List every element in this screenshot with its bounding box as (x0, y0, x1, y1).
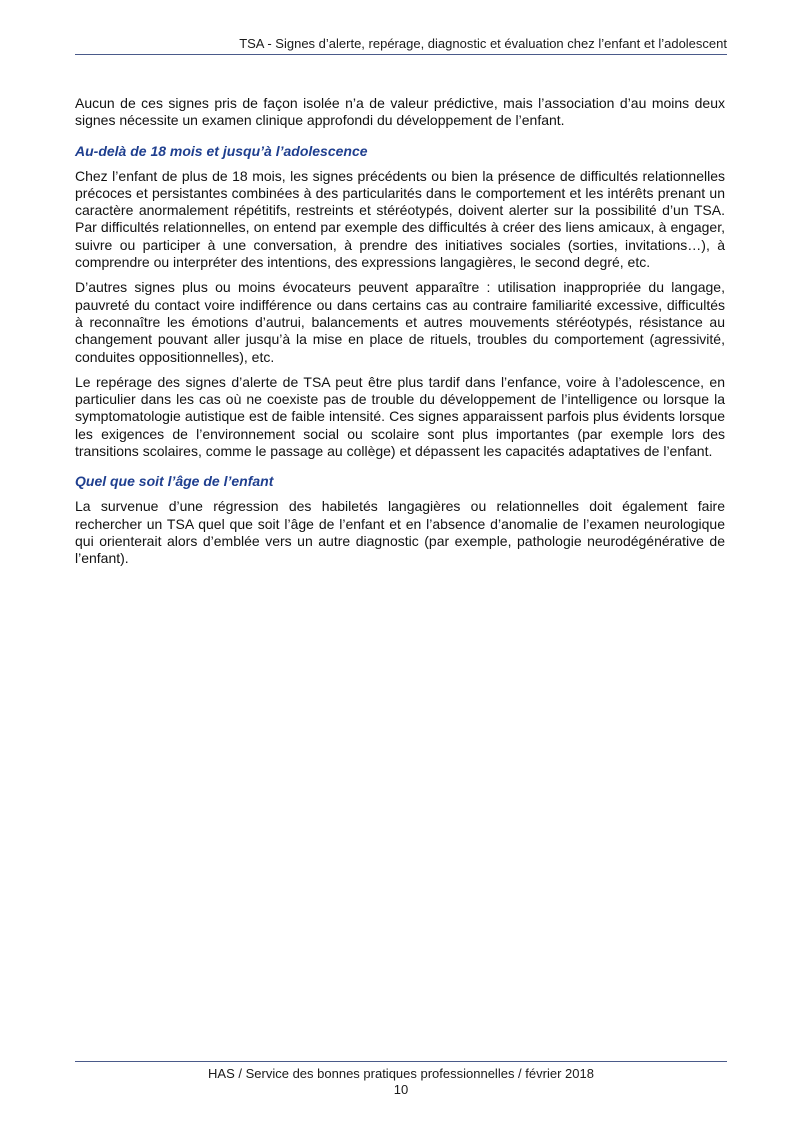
section-heading-any-age: Quel que soit l’âge de l’enfant (75, 473, 274, 490)
paragraph: Le repérage des signes d’alerte de TSA peut être plus tardif dans l’enfance, voire à l’adolescence, en particulier dans les cas où ne coexiste pas de trouble du développement de l’intelligence ou lorsque la symptomatologie autistique est de faible intensité. Ces signes apparaissent parfois plus évidents lorsque les exigences de l’environnement social ou scolaire sont plus importantes (par exemple lors des transitions scolaires, comme le passage au collège) et dépassent les capacités adaptatives de l’enfant. (75, 373, 725, 460)
section-heading-beyond-18-months: Au-delà de 18 mois et jusqu’à l’adolescence (75, 142, 368, 159)
intro-paragraph: Aucun de ces signes pris de façon isolée n’a de valeur prédictive, mais l’association d’au moins deux signes nécessite un examen clinique approfondi du développement de l’enfant. (75, 95, 725, 129)
header-divider (75, 54, 727, 55)
page-header: TSA - Signes d’alerte, repérage, diagnostic et évaluation chez l’enfant et l’adolescent (239, 36, 727, 51)
footer-divider (75, 1061, 727, 1062)
paragraph: Chez l’enfant de plus de 18 mois, les signes précédents ou bien la présence de difficultés relationnelles précoces et persistantes combinées à des particularités dans le comportement et les intérêts prenant un caractère anormalement répétitifs, restreints et stéréotypés, doivent alerter sur la possibilité d’un TSA. Par difficultés relationnelles, on entend par exemple des difficultés à créer des liens amicaux, à engager, suivre ou participer à une conversation, à prendre des initiatives sociales (sorties, invitations…), à comprendre ou interpréter des intentions, des expressions langagières, le second degré, etc. (75, 167, 725, 271)
document-body (75, 95, 725, 576)
page-footer: HAS / Service des bonnes pratiques professionnelles / février 2018 (208, 1066, 594, 1081)
page-number: 10 (393, 1082, 409, 1097)
paragraph: La survenue d’une régression des habiletés langagières ou relationnelles doit également faire rechercher un TSA quel que soit l’âge de l’enfant et en l’absence d’anomalie de l’examen neurologique qui orienterait alors d’emblée vers un autre diagnostic (par exemple, pathologie neurodégénérative de l’enfant). (75, 498, 725, 567)
paragraph: D’autres signes plus ou moins évocateurs peuvent apparaître : utilisation inappropriée du langage, pauvreté du contact voire indifférence ou dans certains cas au contraire familiarité excessive, difficultés à reconnaître les émotions d’autrui, balancements et autres mouvements stéréotypés, résistance au changement pouvant aller jusqu’à la mise en place de rituels, troubles du comportement (agressivité, conduites oppositionnelles), etc. (75, 279, 725, 365)
